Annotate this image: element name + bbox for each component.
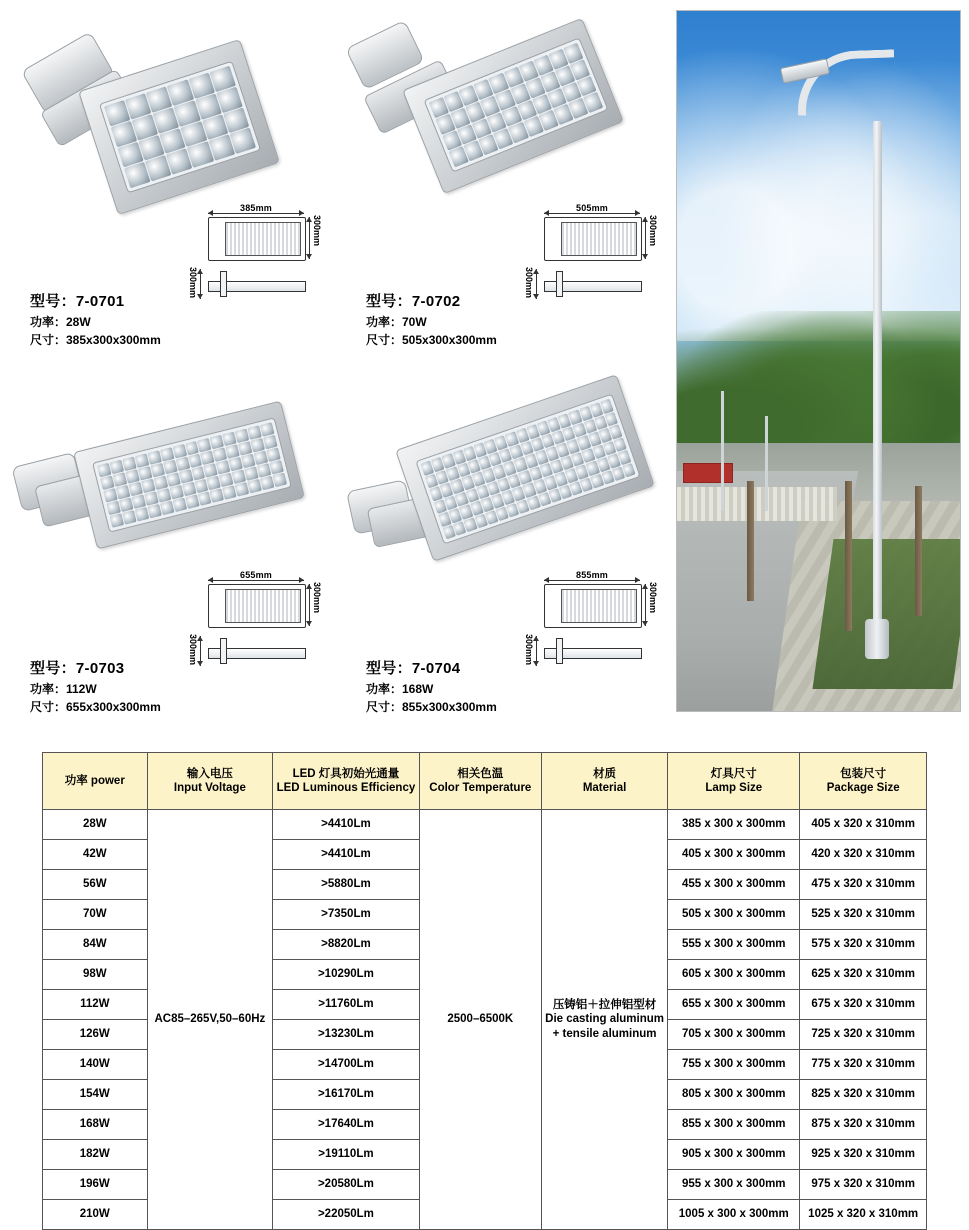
dimension-height2-label: 300mm bbox=[524, 267, 534, 299]
cell-package-size: 405 x 320 x 310mm bbox=[800, 810, 927, 840]
product-size-label: 尺寸：855x300x300mm bbox=[366, 699, 497, 714]
table-header-row bbox=[43, 753, 927, 810]
table-header bbox=[43, 753, 927, 810]
cell-lamp-size: 1005 x 300 x 300mm bbox=[668, 1200, 800, 1230]
dimension-width-label: 855mm bbox=[575, 570, 609, 580]
product-spec-text bbox=[30, 658, 161, 716]
cell-lumen: >4410Lm bbox=[273, 840, 419, 870]
cell-lumen: >7350Lm bbox=[273, 900, 419, 930]
grass-strip bbox=[812, 539, 961, 689]
lamp-pole-base bbox=[865, 619, 889, 659]
cell-package-size: 420 x 320 x 310mm bbox=[800, 840, 927, 870]
lamp-side-view bbox=[544, 271, 640, 297]
dimension-width-label: 655mm bbox=[239, 570, 273, 580]
cell-lamp-size: 805 x 300 x 300mm bbox=[668, 1080, 800, 1110]
cell-lamp-size: 905 x 300 x 300mm bbox=[668, 1140, 800, 1170]
lamp-top-view bbox=[208, 217, 306, 261]
product-size-label: 尺寸：655x300x300mm bbox=[30, 699, 161, 714]
cell-lamp-size: 755 x 300 x 300mm bbox=[668, 1050, 800, 1080]
product-power-label: 功率：70W bbox=[366, 315, 427, 330]
header-luminous-flux: LED 灯具初始光通量 LED Luminous Efficiency bbox=[273, 753, 419, 810]
red-sign bbox=[683, 463, 733, 483]
cell-power: 210W bbox=[43, 1200, 148, 1230]
header-material: 材质 Material bbox=[541, 753, 667, 810]
dimension-width-label: 385mm bbox=[239, 203, 273, 213]
header-package-size: 包装尺寸 Package Size bbox=[800, 753, 927, 810]
dimension-drawing bbox=[190, 570, 322, 682]
tree-trunk bbox=[747, 481, 754, 601]
cell-package-size: 575 x 320 x 310mm bbox=[800, 930, 927, 960]
dimension-width-arrow bbox=[208, 213, 304, 214]
product-power-label: 功率：168W bbox=[366, 682, 434, 697]
cell-power: 140W bbox=[43, 1050, 148, 1080]
dimension-height1-arrow bbox=[309, 217, 310, 259]
cell-lamp-size: 705 x 300 x 300mm bbox=[668, 1020, 800, 1050]
cell-lamp-size: 455 x 300 x 300mm bbox=[668, 870, 800, 900]
product-model-label: 型号：7-0702 bbox=[366, 293, 461, 311]
cell-lumen: >20580Lm bbox=[273, 1170, 419, 1200]
cell-power: 42W bbox=[43, 840, 148, 870]
cell-power: 126W bbox=[43, 1020, 148, 1050]
cell-power: 196W bbox=[43, 1170, 148, 1200]
lamp-side-view bbox=[208, 638, 304, 664]
product-card-7-0703 bbox=[0, 367, 336, 734]
cell-power: 70W bbox=[43, 900, 148, 930]
dimension-height2-arrow bbox=[200, 269, 201, 299]
fence bbox=[677, 487, 837, 521]
cell-lamp-size: 555 x 300 x 300mm bbox=[668, 930, 800, 960]
dimension-height2-label: 300mm bbox=[188, 267, 198, 299]
distant-pole bbox=[721, 391, 724, 511]
lamp-side-view bbox=[208, 271, 304, 297]
product-model-label: 型号：7-0701 bbox=[30, 293, 125, 311]
dimension-height1-arrow bbox=[645, 217, 646, 259]
header-power: 功率 power bbox=[43, 753, 148, 810]
cell-package-size: 725 x 320 x 310mm bbox=[800, 1020, 927, 1050]
cell-package-size: 925 x 320 x 310mm bbox=[800, 1140, 927, 1170]
cell-lumen: >17640Lm bbox=[273, 1110, 419, 1140]
cell-package-size: 975 x 320 x 310mm bbox=[800, 1170, 927, 1200]
cell-power: 168W bbox=[43, 1110, 148, 1140]
product-size-label: 尺寸：385x300x300mm bbox=[30, 332, 161, 347]
cell-input-voltage: AC85–265V,50–60Hz bbox=[147, 810, 273, 1230]
cell-lumen: >10290Lm bbox=[273, 960, 419, 990]
product-power-label: 功率：112W bbox=[30, 682, 97, 697]
dimension-height2-arrow bbox=[200, 636, 201, 666]
dimension-drawing bbox=[190, 203, 322, 315]
product-spec-text bbox=[30, 291, 161, 349]
cell-power: 112W bbox=[43, 990, 148, 1020]
dimension-width-label: 505mm bbox=[575, 203, 609, 213]
cell-lumen: >5880Lm bbox=[273, 870, 419, 900]
cell-lamp-size: 405 x 300 x 300mm bbox=[668, 840, 800, 870]
cell-lumen: >13230Lm bbox=[273, 1020, 419, 1050]
dimension-height1-label: 300mm bbox=[312, 582, 322, 614]
cell-lamp-size: 385 x 300 x 300mm bbox=[668, 810, 800, 840]
cell-power: 154W bbox=[43, 1080, 148, 1110]
cell-power: 56W bbox=[43, 870, 148, 900]
dimension-width-arrow bbox=[544, 213, 640, 214]
cell-lamp-size: 855 x 300 x 300mm bbox=[668, 1110, 800, 1140]
cell-lamp-size: 505 x 300 x 300mm bbox=[668, 900, 800, 930]
cell-power: 84W bbox=[43, 930, 148, 960]
dimension-width-arrow bbox=[208, 580, 304, 581]
table-row bbox=[43, 810, 927, 840]
cell-lumen: >4410Lm bbox=[273, 810, 419, 840]
table-body bbox=[43, 810, 927, 1230]
product-card-7-0701 bbox=[0, 0, 336, 367]
cell-power: 28W bbox=[43, 810, 148, 840]
street-lamp-photo bbox=[676, 10, 961, 712]
product-card-7-0704 bbox=[336, 367, 672, 734]
dimension-height1-arrow bbox=[645, 584, 646, 626]
dimension-height1-label: 300mm bbox=[648, 215, 658, 247]
product-card-7-0702 bbox=[336, 0, 672, 367]
dimension-height2-label: 300mm bbox=[524, 634, 534, 666]
header-input-voltage: 输入电压 Input Voltage bbox=[147, 753, 273, 810]
cell-package-size: 825 x 320 x 310mm bbox=[800, 1080, 927, 1110]
cell-lumen: >16170Lm bbox=[273, 1080, 419, 1110]
specification-table-wrapper bbox=[42, 752, 927, 1230]
dimension-height2-label: 300mm bbox=[188, 634, 198, 666]
product-spec-text bbox=[366, 658, 497, 716]
cell-package-size: 525 x 320 x 310mm bbox=[800, 900, 927, 930]
cell-lumen: >14700Lm bbox=[273, 1050, 419, 1080]
cell-lumen: >22050Lm bbox=[273, 1200, 419, 1230]
cell-color-temperature: 2500–6500K bbox=[419, 810, 541, 1230]
distant-pole bbox=[765, 416, 768, 511]
specification-table bbox=[42, 752, 927, 1230]
dimension-width-arrow bbox=[544, 580, 640, 581]
dimension-height2-arrow bbox=[536, 636, 537, 666]
cell-lumen: >8820Lm bbox=[273, 930, 419, 960]
cell-package-size: 625 x 320 x 310mm bbox=[800, 960, 927, 990]
cell-lamp-size: 605 x 300 x 300mm bbox=[668, 960, 800, 990]
cell-lamp-size: 655 x 300 x 300mm bbox=[668, 990, 800, 1020]
lamp-top-view bbox=[208, 584, 306, 628]
cell-package-size: 475 x 320 x 310mm bbox=[800, 870, 927, 900]
lamp-pole bbox=[873, 121, 882, 651]
product-size-label: 尺寸：505x300x300mm bbox=[366, 332, 497, 347]
cell-lamp-size: 955 x 300 x 300mm bbox=[668, 1170, 800, 1200]
cell-material: 压铸铝＋拉伸铝型材 Die casting aluminum + tensile aluminum bbox=[541, 810, 667, 1230]
cell-package-size: 775 x 320 x 310mm bbox=[800, 1050, 927, 1080]
product-gallery bbox=[0, 0, 672, 735]
product-spec-text bbox=[366, 291, 497, 349]
cell-package-size: 675 x 320 x 310mm bbox=[800, 990, 927, 1020]
product-model-label: 型号：7-0703 bbox=[30, 660, 125, 678]
cell-lumen: >11760Lm bbox=[273, 990, 419, 1020]
product-power-label: 功率：28W bbox=[30, 315, 91, 330]
dimension-height1-arrow bbox=[309, 584, 310, 626]
lamp-top-view bbox=[544, 217, 642, 261]
header-lamp-size: 灯具尺寸 Lamp Size bbox=[668, 753, 800, 810]
tree-trunk bbox=[845, 481, 852, 631]
dimension-height1-label: 300mm bbox=[648, 582, 658, 614]
header-color-temperature: 相关色温 Color Temperature bbox=[419, 753, 541, 810]
cell-lumen: >19110Lm bbox=[273, 1140, 419, 1170]
dimension-height2-arrow bbox=[536, 269, 537, 299]
product-model-label: 型号：7-0704 bbox=[366, 660, 461, 678]
cell-package-size: 875 x 320 x 310mm bbox=[800, 1110, 927, 1140]
cell-package-size: 1025 x 320 x 310mm bbox=[800, 1200, 927, 1230]
dimension-height1-label: 300mm bbox=[312, 215, 322, 247]
cell-power: 182W bbox=[43, 1140, 148, 1170]
dimension-drawing bbox=[526, 203, 658, 315]
cell-power: 98W bbox=[43, 960, 148, 990]
lamp-side-view bbox=[544, 638, 640, 664]
dimension-drawing bbox=[526, 570, 658, 682]
lamp-top-view bbox=[544, 584, 642, 628]
tree-trunk bbox=[915, 486, 922, 616]
